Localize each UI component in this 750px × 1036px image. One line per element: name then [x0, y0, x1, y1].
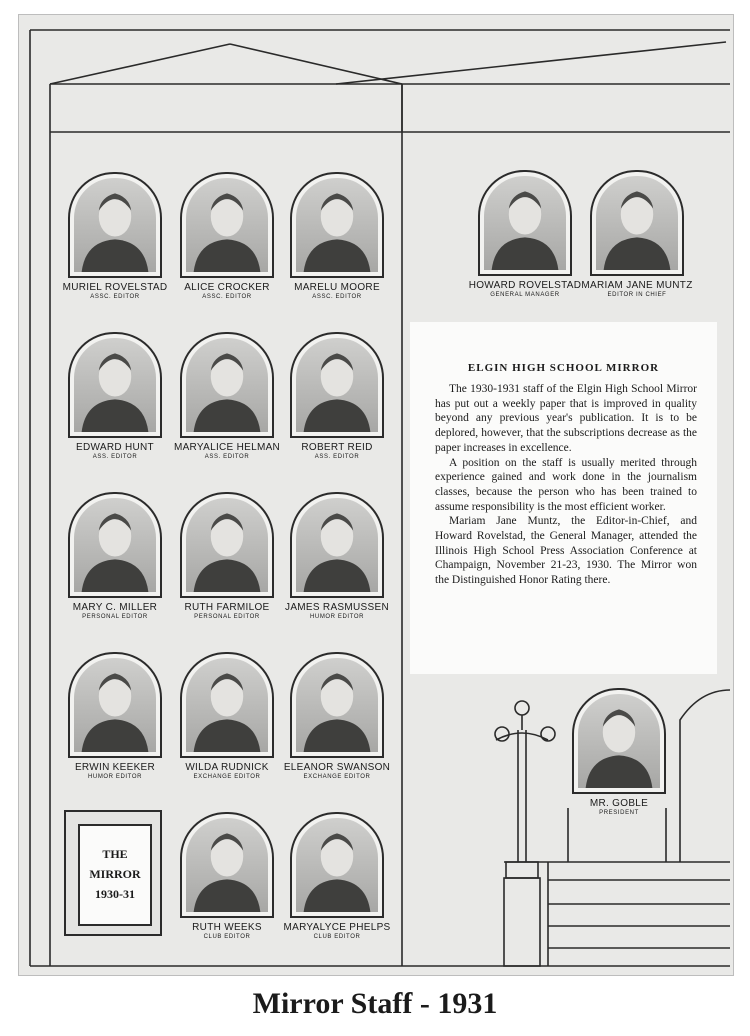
badge-line-2: MIRROR [89, 867, 141, 881]
staff-portrait [180, 492, 274, 598]
staff-name: ELEANOR SWANSON [283, 762, 391, 773]
staff-role: ASS. EDITOR [92, 454, 138, 460]
staff-role: PRESIDENT [599, 810, 639, 816]
staff-caption [165, 282, 289, 300]
portrait-photo [186, 338, 268, 432]
staff-portrait [180, 332, 274, 438]
staff-portrait [68, 172, 162, 278]
staff-caption [275, 282, 399, 300]
portrait-photo [596, 176, 678, 270]
staff-caption [165, 922, 289, 940]
staff-name: JAMES RASMUSSEN [285, 602, 389, 613]
staff-portrait [180, 172, 274, 278]
article-panel [410, 322, 717, 674]
portrait-photo [74, 178, 156, 272]
portrait-photo [186, 178, 268, 272]
staff-portrait [290, 332, 384, 438]
staff-portrait [572, 688, 666, 794]
staff-name: MURIEL ROVELSTAD [62, 282, 168, 293]
portrait-photo [296, 498, 378, 592]
staff-role: CLUB EDITOR [203, 934, 251, 940]
staff-role: CLUB EDITOR [313, 934, 361, 940]
article-paragraph-2: A position on the staff is usually merited through experience gained and work done in the journalism classes, because the person who has been trained to assume responsibility is the most efficient worker. [435, 456, 697, 513]
portrait-photo [578, 694, 660, 788]
staff-name: ERWIN KEEKER [74, 762, 156, 773]
article-paragraph-3: Mariam Jane Muntz, the Editor-in-Chief, and Howard Rovelstad, the General Manager, attended the Illinois High School Press Association Conference at Champaign, November 21-23, 1930. The Mirror won the Distinguished Honor Rating there. [435, 515, 697, 587]
staff-caption [53, 442, 177, 460]
staff-caption [165, 762, 289, 780]
staff-portrait [290, 172, 384, 278]
staff-portrait [180, 652, 274, 758]
badge-line-1: THE [102, 847, 128, 861]
mirror-badge [64, 810, 162, 936]
staff-role: PERSONAL EDITOR [194, 614, 260, 620]
staff-name: MARYALICE HELMAN [173, 442, 281, 453]
staff-name: MARY C. MILLER [72, 602, 158, 613]
portrait-photo [296, 658, 378, 752]
staff-portrait [68, 332, 162, 438]
portrait-photo [74, 498, 156, 592]
staff-portrait [590, 170, 684, 276]
footer-caption: Mirror Staff - 1931 [252, 987, 498, 1020]
article-paragraph-1: The 1930-1931 staff of the Elgin High School Mirror has put out a weekly paper that is improved in quality beyond any previous year's publication. It is to be deplored, however, that the subscriptions decrease as the paper increases in excellence. [435, 383, 697, 454]
mirror-badge-inner [78, 824, 152, 926]
staff-role: HUMOR EDITOR [309, 614, 365, 620]
staff-role: ASS. EDITOR [314, 454, 360, 460]
staff-caption [275, 762, 399, 780]
portrait-photo [296, 818, 378, 912]
staff-role: PERSONAL EDITOR [82, 614, 148, 620]
portrait-photo [484, 176, 566, 270]
staff-name: MARIAM JANE MUNTZ [581, 280, 693, 291]
staff-portrait [68, 652, 162, 758]
staff-name: EDWARD HUNT [76, 442, 154, 453]
staff-role: ASSC. EDITOR [90, 294, 140, 300]
staff-caption [275, 442, 399, 460]
portrait-photo [186, 658, 268, 752]
staff-name: HOWARD ROVELSTAD [468, 280, 582, 291]
staff-caption [275, 602, 399, 620]
portrait-photo [296, 178, 378, 272]
portrait-photo [186, 498, 268, 592]
staff-portrait [478, 170, 572, 276]
staff-name: ALICE CROCKER [184, 282, 270, 293]
staff-role: ASSC. EDITOR [202, 294, 252, 300]
staff-caption [275, 922, 399, 940]
staff-caption [165, 442, 289, 460]
staff-caption [53, 762, 177, 780]
portrait-photo [186, 818, 268, 912]
staff-caption [53, 282, 177, 300]
staff-portrait [290, 492, 384, 598]
staff-name: RUTH WEEKS [192, 922, 262, 933]
staff-role: EXCHANGE EDITOR [303, 774, 371, 780]
staff-role: ASS. EDITOR [204, 454, 250, 460]
staff-caption [53, 602, 177, 620]
staff-role: HUMOR EDITOR [87, 774, 143, 780]
badge-line-3: 1930-31 [95, 887, 135, 901]
staff-name: MARYALYCE PHELPS [283, 922, 391, 933]
staff-caption [557, 798, 681, 816]
staff-name: WILDA RUDNICK [185, 762, 269, 773]
portrait-photo [74, 658, 156, 752]
staff-name: MR. GOBLE [589, 798, 649, 809]
staff-role: EXCHANGE EDITOR [193, 774, 261, 780]
staff-caption [575, 280, 699, 298]
staff-name: RUTH FARMILOE [184, 602, 270, 613]
staff-caption [463, 280, 587, 298]
portrait-photo [296, 338, 378, 432]
article-heading: ELGIN HIGH SCHOOL MIRROR [467, 362, 660, 374]
staff-role: GENERAL MANAGER [490, 292, 560, 298]
staff-portrait [290, 652, 384, 758]
staff-caption [165, 602, 289, 620]
portrait-photo [74, 338, 156, 432]
staff-portrait [290, 812, 384, 918]
staff-role: EDITOR IN CHIEF [607, 292, 667, 298]
staff-name: ROBERT REID [301, 442, 373, 453]
staff-portrait [68, 492, 162, 598]
staff-name: MARELU MOORE [294, 282, 380, 293]
staff-role: ASSC. EDITOR [312, 294, 362, 300]
staff-portrait [180, 812, 274, 918]
